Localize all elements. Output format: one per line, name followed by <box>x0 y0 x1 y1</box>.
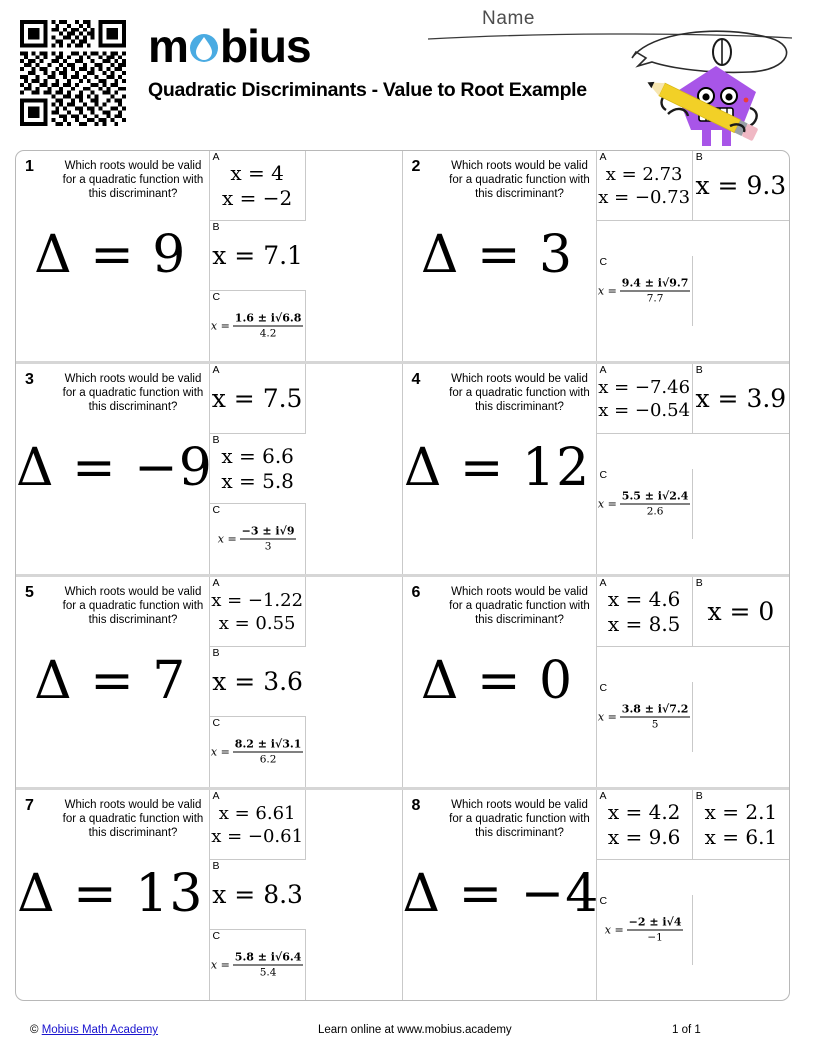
question-number: 1 <box>25 158 34 175</box>
question-prompt-column <box>403 577 597 787</box>
option-c-cell[interactable] <box>597 256 693 326</box>
option-letter-c: C <box>599 256 608 268</box>
option-a-cell[interactable] <box>210 790 306 860</box>
option-c-cell[interactable] <box>597 469 693 539</box>
option-c-cell[interactable] <box>210 717 306 787</box>
page-title: Quadratic Discriminants - Value to Root Example <box>148 79 587 101</box>
question-row <box>16 364 789 577</box>
footer-page-indicator: 1 of 1 <box>672 1024 701 1036</box>
question-number: 6 <box>411 584 421 601</box>
option-c-expression <box>210 312 305 341</box>
svg-text:m: m <box>148 24 188 70</box>
option-c-numerator: −3 ± i√9 <box>241 524 295 538</box>
question-row <box>16 577 789 790</box>
option-c-cell[interactable] <box>210 504 306 574</box>
svg-text:bius: bius <box>220 24 311 70</box>
question-prompt-column <box>16 790 210 1000</box>
option-c-denominator: 7.7 <box>646 292 664 305</box>
option-blank-cell[interactable] <box>210 1000 306 1001</box>
option-letter-b: B <box>695 790 703 802</box>
question-prompt: Which roots would be valid for a quadratic function with this discriminant? <box>449 373 590 414</box>
option-b-line-1: x = 3.6 <box>212 666 303 696</box>
question-number: 3 <box>25 371 34 388</box>
option-b-cell[interactable] <box>210 860 306 930</box>
option-c-lhs: x = <box>597 497 617 511</box>
footer-learn-text: Learn online at www.mobius.academy <box>318 1024 512 1036</box>
option-c-lhs: x = <box>210 958 230 972</box>
answer-options-column <box>210 364 402 574</box>
option-c-denominator: 5 <box>651 718 659 731</box>
option-letter-a: A <box>599 364 607 376</box>
qr-code[interactable] <box>16 14 130 132</box>
worksheet-grid <box>15 150 790 1001</box>
option-c-cell[interactable] <box>597 895 693 965</box>
question-number: 8 <box>411 797 421 814</box>
option-b-line-1: x = 0 <box>707 596 775 626</box>
option-letter-c: C <box>599 895 608 907</box>
option-a-line-2: x = −2 <box>222 185 293 210</box>
option-letter-a: A <box>212 577 220 589</box>
option-a-cell[interactable] <box>597 577 693 647</box>
option-letter-b: B <box>212 860 220 872</box>
option-a-cell[interactable] <box>597 790 693 860</box>
question-prompt: Which roots would be valid for a quadratic function with this discriminant? <box>449 586 590 627</box>
option-a-line-2: x = 9.6 <box>607 824 681 849</box>
answer-options-column <box>210 151 402 361</box>
question-cell <box>403 364 790 574</box>
option-c-expression <box>597 490 692 519</box>
mobius-math-academy-link[interactable]: Mobius Math Academy <box>41 1024 159 1036</box>
question-prompt-column <box>403 151 597 361</box>
question-prompt-column <box>16 364 213 574</box>
discriminant-value: Δ = 13 <box>17 864 204 924</box>
option-c-cell[interactable] <box>597 682 693 752</box>
option-letter-c: C <box>212 930 221 942</box>
option-letter-a: A <box>599 577 607 589</box>
option-a-cell[interactable] <box>210 364 306 434</box>
discriminant-value: Δ = 3 <box>420 225 574 285</box>
option-a-line-1: x = 2.73 <box>605 163 683 185</box>
option-b-line-1: x = 8.3 <box>212 879 303 909</box>
option-a-cell[interactable] <box>597 151 693 221</box>
option-b-line-2: x = 5.8 <box>221 468 294 493</box>
answer-options-column <box>597 790 790 1000</box>
option-b-line-1: x = 3.9 <box>695 383 787 413</box>
option-letter-c: C <box>212 717 221 729</box>
option-letter-a: A <box>212 151 220 163</box>
question-number: 4 <box>411 371 421 388</box>
option-letter-b: B <box>695 364 703 376</box>
copyright-symbol: © <box>30 1024 39 1036</box>
name-label: Name <box>482 8 536 29</box>
option-letter-b: B <box>212 434 220 446</box>
question-prompt: Which roots would be valid for a quadratic function with this discriminant? <box>449 799 590 840</box>
option-letter-b: B <box>212 221 220 233</box>
option-c-expression <box>210 738 305 767</box>
mascot-graphic <box>630 22 800 150</box>
option-letter-c: C <box>212 291 221 303</box>
option-c-numerator: 1.6 ± i√6.8 <box>234 311 302 325</box>
option-c-lhs: x = <box>210 319 230 333</box>
option-c-denominator: 2.6 <box>646 505 664 518</box>
option-c-denominator: −1 <box>647 931 663 944</box>
option-b-cell[interactable] <box>210 434 306 504</box>
mascot-illustration <box>630 22 800 150</box>
question-number: 7 <box>25 797 34 814</box>
option-letter-a: A <box>599 790 607 802</box>
option-c-numerator: 9.4 ± i√9.7 <box>621 276 689 290</box>
option-c-lhs: x = <box>604 923 624 937</box>
question-cell <box>403 577 790 787</box>
option-c-lhs: x = <box>597 284 617 298</box>
option-c-numerator: 8.2 ± i√3.1 <box>234 737 302 751</box>
question-cell <box>16 790 403 1000</box>
option-c-numerator: −2 ± i√4 <box>628 915 682 929</box>
question-cell <box>16 577 403 787</box>
option-c-cell[interactable] <box>210 930 306 1000</box>
option-c-cell[interactable] <box>210 291 306 361</box>
question-prompt: Which roots would be valid for a quadratic function with this discriminant? <box>62 799 204 840</box>
discriminant-value: Δ = −9 <box>16 438 213 498</box>
option-letter-a: A <box>212 364 220 376</box>
option-a-cell[interactable] <box>210 577 306 647</box>
option-b-cell[interactable] <box>693 790 789 860</box>
option-b-cell[interactable] <box>210 647 306 717</box>
option-c-expression <box>210 951 305 980</box>
option-c-numerator: 3.8 ± i√7.2 <box>621 702 689 716</box>
option-letter-c: C <box>599 469 608 481</box>
option-b-line-1: x = 2.1 <box>704 799 778 824</box>
option-b-cell[interactable] <box>693 577 789 647</box>
question-prompt: Which roots would be valid for a quadratic function with this discriminant? <box>62 586 204 627</box>
question-row <box>16 790 789 1000</box>
question-prompt-column <box>402 790 600 1000</box>
option-b-line-2: x = 6.1 <box>704 824 778 849</box>
option-a-line-1: x = 7.5 <box>211 383 303 413</box>
option-a-line-1: x = 4.6 <box>607 586 681 611</box>
option-c-expression <box>597 277 692 306</box>
question-cell <box>16 151 403 361</box>
option-a-line-2: x = −0.61 <box>211 825 304 847</box>
discriminant-value: Δ = 7 <box>34 651 187 711</box>
question-cell <box>403 151 790 361</box>
option-c-lhs: x = <box>210 745 230 759</box>
option-a-line-1: x = −7.46 <box>598 376 691 398</box>
option-blank-cell[interactable] <box>693 256 789 326</box>
page-footer <box>0 1024 815 1048</box>
question-prompt: Which roots would be valid for a quadratic function with this discriminant? <box>62 160 204 201</box>
option-a-line-2: x = 8.5 <box>607 611 681 636</box>
option-b-line-1: x = 6.6 <box>221 443 294 468</box>
option-a-line-1: x = 4.2 <box>607 799 681 824</box>
option-c-lhs: x = <box>217 532 237 546</box>
answer-options-column <box>210 577 402 787</box>
option-b-line-1: x = 9.3 <box>695 170 787 200</box>
option-c-denominator: 6.2 <box>259 753 277 766</box>
question-row <box>16 151 789 364</box>
option-a-line-2: x = 0.55 <box>218 612 296 634</box>
answer-options-column <box>597 577 790 787</box>
question-number: 2 <box>411 158 421 175</box>
option-b-cell[interactable] <box>693 151 789 221</box>
option-a-line-2: x = −0.54 <box>598 399 691 421</box>
option-c-numerator: 5.8 ± i√6.4 <box>234 950 302 964</box>
page-header <box>0 0 815 148</box>
option-c-expression <box>597 703 692 732</box>
answer-options-column <box>597 364 790 574</box>
discriminant-value: Δ = 12 <box>403 438 591 498</box>
question-prompt: Which roots would be valid for a quadratic function with this discriminant? <box>449 160 590 201</box>
option-b-line-1: x = 7.1 <box>212 240 303 270</box>
question-cell <box>16 364 403 574</box>
question-cell <box>403 790 790 1000</box>
mobius-logo <box>148 24 363 70</box>
question-number: 5 <box>25 584 34 601</box>
footer-copyright <box>30 1024 158 1036</box>
option-c-expression <box>210 525 305 554</box>
option-letter-b: B <box>695 151 703 163</box>
option-a-line-1: x = 4 <box>230 160 284 185</box>
option-c-numerator: 5.5 ± i√2.4 <box>621 489 689 503</box>
option-a-line-1: x = −1.22 <box>211 589 304 611</box>
discriminant-value: Δ = 0 <box>420 651 574 711</box>
option-c-lhs: x = <box>597 710 617 724</box>
option-letter-a: A <box>212 790 220 802</box>
question-prompt: Which roots would be valid for a quadratic function with this discriminant? <box>62 373 204 414</box>
option-letter-a: A <box>599 151 607 163</box>
option-b-cell[interactable] <box>693 364 789 434</box>
option-a-line-1: x = 6.61 <box>218 802 296 824</box>
qr-code-graphic <box>16 14 130 132</box>
option-letter-b: B <box>212 647 220 659</box>
answer-options-column <box>597 151 790 361</box>
option-c-denominator: 4.2 <box>259 327 277 340</box>
option-blank-cell[interactable] <box>693 895 789 965</box>
option-c-expression <box>597 916 692 945</box>
option-c-denominator: 3 <box>264 540 272 553</box>
discriminant-value: Δ = 9 <box>34 225 187 285</box>
option-a-cell[interactable] <box>597 364 693 434</box>
option-c-denominator: 5.4 <box>259 966 277 979</box>
option-a-cell[interactable] <box>210 151 306 221</box>
question-prompt-column <box>16 577 210 787</box>
option-blank-cell[interactable] <box>693 682 789 752</box>
discriminant-value: Δ = −4 <box>402 864 600 924</box>
option-letter-c: C <box>599 682 608 694</box>
option-letter-b: B <box>695 577 703 589</box>
option-letter-c: C <box>212 504 221 516</box>
answer-options-column <box>210 790 402 1000</box>
option-blank-cell[interactable] <box>693 469 789 539</box>
mobius-logo-graphic <box>148 24 363 70</box>
question-prompt-column <box>403 364 597 574</box>
option-a-line-2: x = −0.73 <box>598 186 691 208</box>
option-b-cell[interactable] <box>210 221 306 291</box>
question-prompt-column <box>16 151 210 361</box>
